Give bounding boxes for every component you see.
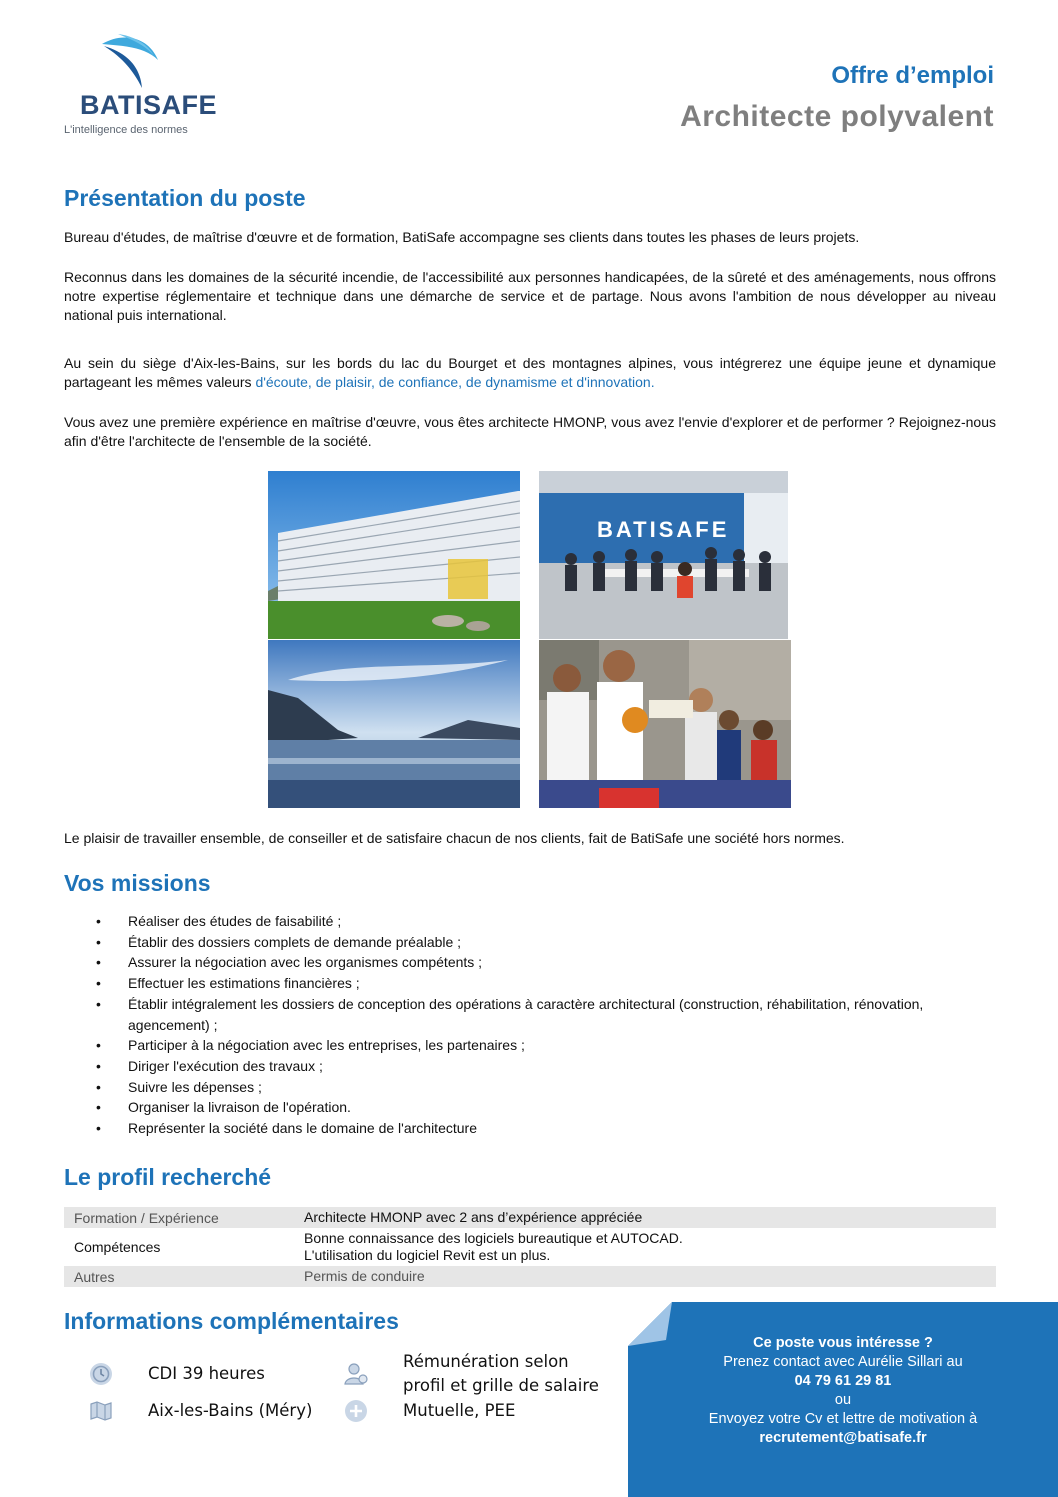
profile-heading: Le profil recherché [64, 1164, 272, 1190]
presentation-paragraph-1: Bureau d'études, de maîtrise d'œuvre et de formation, BatiSafe accompagne ses clients dans toutes les phases de leurs projets. [64, 229, 860, 245]
profile-label-autres: Autres [74, 1268, 115, 1285]
contact-text [628, 1334, 1058, 1448]
table-row [64, 1228, 996, 1266]
contact-phone[interactable]: 04 79 61 29 81 [794, 1373, 892, 1389]
table-row [64, 1207, 996, 1228]
profile-value-formation: Architecte HMONP avec 2 ans d’expérience appréciée [304, 1209, 643, 1225]
profile-value-autres: Permis de conduire [304, 1268, 425, 1284]
missions-heading: Vos missions [64, 870, 211, 896]
salary-text-line-1: Rémunération selon [403, 1352, 569, 1371]
building-photo [268, 471, 520, 639]
office-wall-sign: BATISAFE [597, 517, 730, 542]
profile-label-formation: Formation / Expérience [74, 1209, 219, 1226]
plus-icon [344, 1399, 368, 1423]
job-title: Architecte polyvalent [680, 100, 994, 133]
map-icon [89, 1399, 113, 1423]
paragraph-3-text: Au sein du siège d'Aix-les-Bains, sur les bords du lac du Bourget et des montagnes alpines, vous intégrerez une équipe jeune et dynamique partageant les mêmes valeurs [64, 355, 996, 390]
salary-text-line-2: profil et grille de salaire [403, 1376, 599, 1395]
presentation-paragraph-3 [64, 354, 996, 392]
info-heading: Informations complémentaires [64, 1308, 399, 1334]
contact-or: ou [834, 1392, 852, 1408]
company-values: d'écoute, de plaisir, de confiance, de dynamisme et d'innovation. [255, 374, 655, 390]
list-item: • Assurer la négociation avec les organismes compétents ; [92, 952, 972, 973]
presentation-heading: Présentation du poste [64, 185, 306, 211]
team-office-photo [539, 471, 788, 639]
list-item: • Diriger l'exécution des travaux ; [92, 1056, 972, 1077]
list-item: • Établir des dossiers complets de demande préalable ; [92, 932, 972, 953]
profile-label-competences: Compétences [74, 1239, 161, 1255]
profile-table [64, 1207, 996, 1287]
list-item: • Représenter la société dans le domaine de l'architecture [92, 1118, 972, 1139]
list-item: • Établir intégralement les dossiers de conception des opérations à caractère architectural (construction, réhabilitation, rénovation, agencement) ; [92, 994, 972, 1035]
contact-line-2: Envoyez votre Cv et lettre de motivation à [708, 1411, 978, 1427]
competences-line-1: Bonne connaissance des logiciels bureautique et AUTOCAD. [304, 1230, 683, 1246]
list-item: • Organiser la livraison de l'opération. [92, 1097, 972, 1118]
presentation-paragraph-4: Vous avez une première expérience en maîtrise d'œuvre, vous êtes architecte HMONP, vous avez l'envie d'explorer et de performer ? Rejoignez-nous afin d'être l'architecte de l'ensemble de la société. [64, 414, 996, 449]
benefits-text: Mutuelle, PEE [403, 1401, 516, 1420]
logo-wordmark: BATISAFE [80, 90, 217, 120]
logo-mark-icon [100, 34, 160, 90]
list-item: • Effectuer les estimations financières ; [92, 973, 972, 994]
contract-type: CDI 39 heures [148, 1364, 265, 1383]
contact-email[interactable]: recrutement@batisafe.fr [759, 1430, 927, 1446]
profile-value-competences [304, 1230, 996, 1264]
logo-tagline: L'intelligence des normes [64, 124, 188, 136]
clock-icon [89, 1362, 113, 1386]
offer-label: Offre d’emploi [831, 62, 994, 89]
closing-paragraph: Le plaisir de travailler ensemble, de conseiller et de satisfaire chacun de nos clients, fait de BatiSafe une société hors normes. [64, 830, 845, 846]
competences-line-2: L'utilisation du logiciel Revit est un plus. [304, 1247, 551, 1263]
job-location: Aix-les-Bains (Méry) [148, 1401, 313, 1420]
contact-title: Ce poste vous intéresse ? [753, 1335, 933, 1351]
list-item: • Participer à la négociation avec les entreprises, les partenaires ; [92, 1035, 972, 1056]
missions-list [92, 911, 972, 1139]
table-row [64, 1266, 996, 1287]
contact-line-1: Prenez contact avec Aurélie Sillari au [723, 1354, 963, 1370]
presentation-paragraph-2: Reconnus dans les domaines de la sécurité incendie, de l'accessibilité aux personnes handicapées, de la sûreté et des aménagements, nous offrons notre expertise réglementaire et technique dans une démarche de service et de partage. Nous avons l'ambition de nous développer au niveau national puis international. [64, 269, 996, 323]
list-item: • Réaliser des études de faisabilité ; [92, 911, 972, 932]
batisafe-logo [60, 34, 217, 139]
charity-event-photo [539, 640, 791, 808]
list-item: • Suivre les dépenses ; [92, 1077, 972, 1098]
lake-photo [268, 640, 520, 808]
salary-person-icon [344, 1362, 368, 1386]
